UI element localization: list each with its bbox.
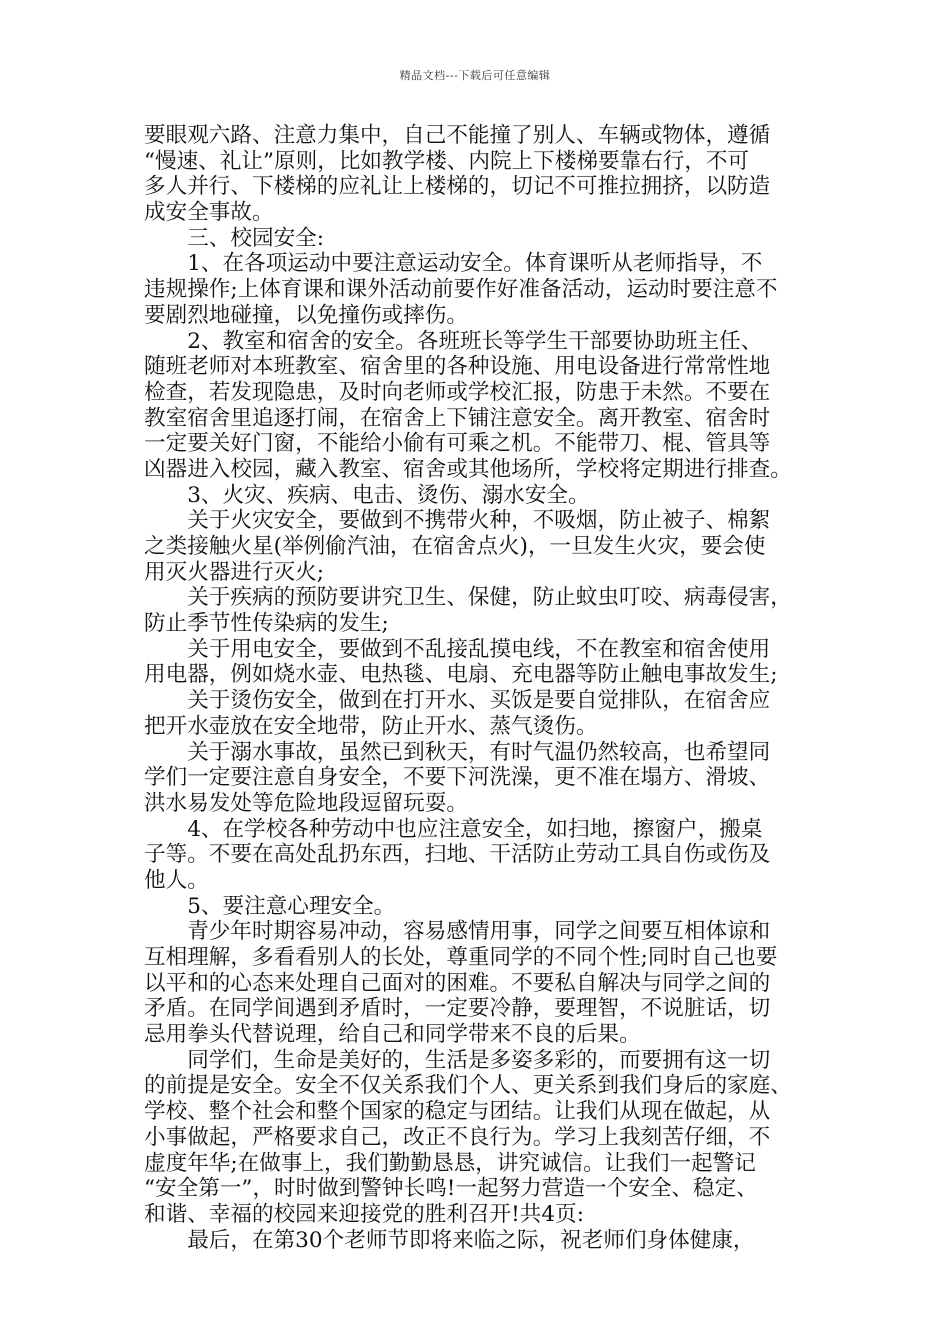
text-line: 检查，若发现隐患，及时向老师或学校汇报，防患于未然。不要在 (144, 379, 771, 405)
text-line: 多人并行、下楼梯的应礼让上楼梯的，切记不可推拉拥挤，以防造 (144, 174, 771, 200)
text-line: 关于烫伤安全，做到在打开水、买饭是要自觉排队，在宿舍应 (144, 688, 771, 714)
text-line: 学校、整个社会和整个国家的稳定与团结。让我们从现在做起，从 (144, 1099, 771, 1125)
text-line: 以平和的心态来处理自己面对的困难。不要私自解决与同学之间的 (144, 970, 771, 996)
text-line: 忌用拳头代替说理，给自己和同学带来不良的后果。 (144, 1022, 641, 1048)
text-line: 青少年时期容易冲动，容易感情用事，同学之间要互相体谅和 (144, 919, 771, 945)
text-line: 关于火灾安全，要做到不携带火种，不吸烟，防止被子、棉絮 (144, 508, 771, 534)
text-line: 关于疾病的预防要讲究卫生、保健，防止蚊虫叮咬、病毒侵害， (144, 585, 792, 611)
text-line: 把开水壶放在安全地带，防止开水、蒸气烫伤。 (144, 713, 598, 739)
text-line: 和谐、幸福的校园来迎接党的胜利召开!共4页: (144, 1201, 584, 1227)
text-line: 虚度年华;在做事上，我们勤勤恳恳，讲究诚信。让我们一起警记 (144, 1150, 756, 1176)
text-line: 3、火灾、疾病、电击、烫伤、溺水安全。 (144, 482, 590, 508)
text-line: 小事做起，严格要求自己，改正不良行为。学习上我刻苦仔细，不 (144, 1124, 771, 1150)
page-header: 精品文档---下载后可任意编辑 (399, 69, 551, 82)
text-line: “安全第一”，时时做到警钟长鸣!一起努力营造一个安全、稳定、 (144, 1176, 758, 1202)
text-line: 关于用电安全，要做到不乱接乱摸电线，不在教室和宿舍使用 (144, 636, 771, 662)
text-line: 矛盾。在同学间遇到矛盾时，一定要冷静，要理智，不说脏话，切 (144, 996, 771, 1022)
text-line: 之类接触火星(举例偷汽油，在宿舍点火)，一旦发生火灾，要会使 (144, 534, 766, 559)
section-heading: 三、校园安全: (144, 225, 325, 251)
text-line: 违规操作;上体育课和课外活动前要作好准备活动，运动时要注意不 (144, 277, 778, 303)
text-line: 一定要关好门窗，不能给小偷有可乘之机。不能带刀、棍、管具等 (144, 431, 771, 457)
text-line: 最后，在第30个老师节即将来临之际，祝老师们身体健康， (144, 1227, 755, 1253)
text-line: 要眼观六路、注意力集中，自己不能撞了别人、车辆或物体，遵循 (144, 123, 771, 148)
text-line: 的前提是安全。安全不仅关系我们个人、更关系到我们身后的家庭、 (144, 1073, 792, 1099)
text-line: 凶器进入校园，藏入教室、宿舍或其他场所，学校将定期进行排查。 (144, 456, 792, 482)
text-line: 随班老师对本班教室、宿舍里的各种设施、用电设备进行常常性地 (144, 354, 771, 380)
text-line: 1、在各项运动中要注意运动安全。体育课听从老师指导，不 (144, 251, 763, 277)
text-line: 用电器，例如烧水壶、电热毯、电扇、充电器等防止触电事故发生; (144, 662, 778, 688)
text-line: 子等。不要在高处乱扔东西，扫地、干活防止劳动工具自伤或伤及 (144, 842, 771, 868)
text-line: 关于溺水事故，虽然已到秋天，有时气温仍然较高，也希望同 (144, 739, 771, 765)
document-body (144, 123, 810, 1253)
text-line: 防止季节性传染病的发生; (144, 611, 389, 637)
text-line: 4、在学校各种劳动中也应注意安全，如扫地，擦窗户，搬桌 (144, 816, 763, 842)
text-line: 要剧烈地碰撞，以免撞伤或摔伤。 (144, 302, 468, 328)
text-line: 互相理解，多看看别人的长处，尊重同学的不同个性;同时自己也要 (144, 945, 778, 970)
text-line: “慢速、礼让”原则，比如教学楼、内院上下楼梯要靠右行，不可 (144, 148, 750, 174)
text-line: 5、要注意心理安全。 (144, 893, 396, 919)
text-line: 2、教室和宿舍的安全。各班班长等学生干部要协助班主任、 (144, 328, 763, 354)
text-line: 成安全事故。 (144, 200, 274, 226)
text-line: 洪水易发处等危险地段逗留玩耍。 (144, 790, 468, 816)
text-line: 用灭火器进行灭火; (144, 559, 325, 585)
text-line: 教室宿舍里追逐打闹，在宿舍上下铺注意安全。离开教室、宿舍时 (144, 405, 771, 431)
text-line: 同学们，生命是美好的，生活是多姿多彩的，而要拥有这一切 (144, 1047, 771, 1073)
text-line: 学们一定要注意自身安全，不要下河洗澡，更不准在塌方、滑坡、 (144, 765, 771, 791)
text-line: 他人。 (144, 867, 209, 893)
